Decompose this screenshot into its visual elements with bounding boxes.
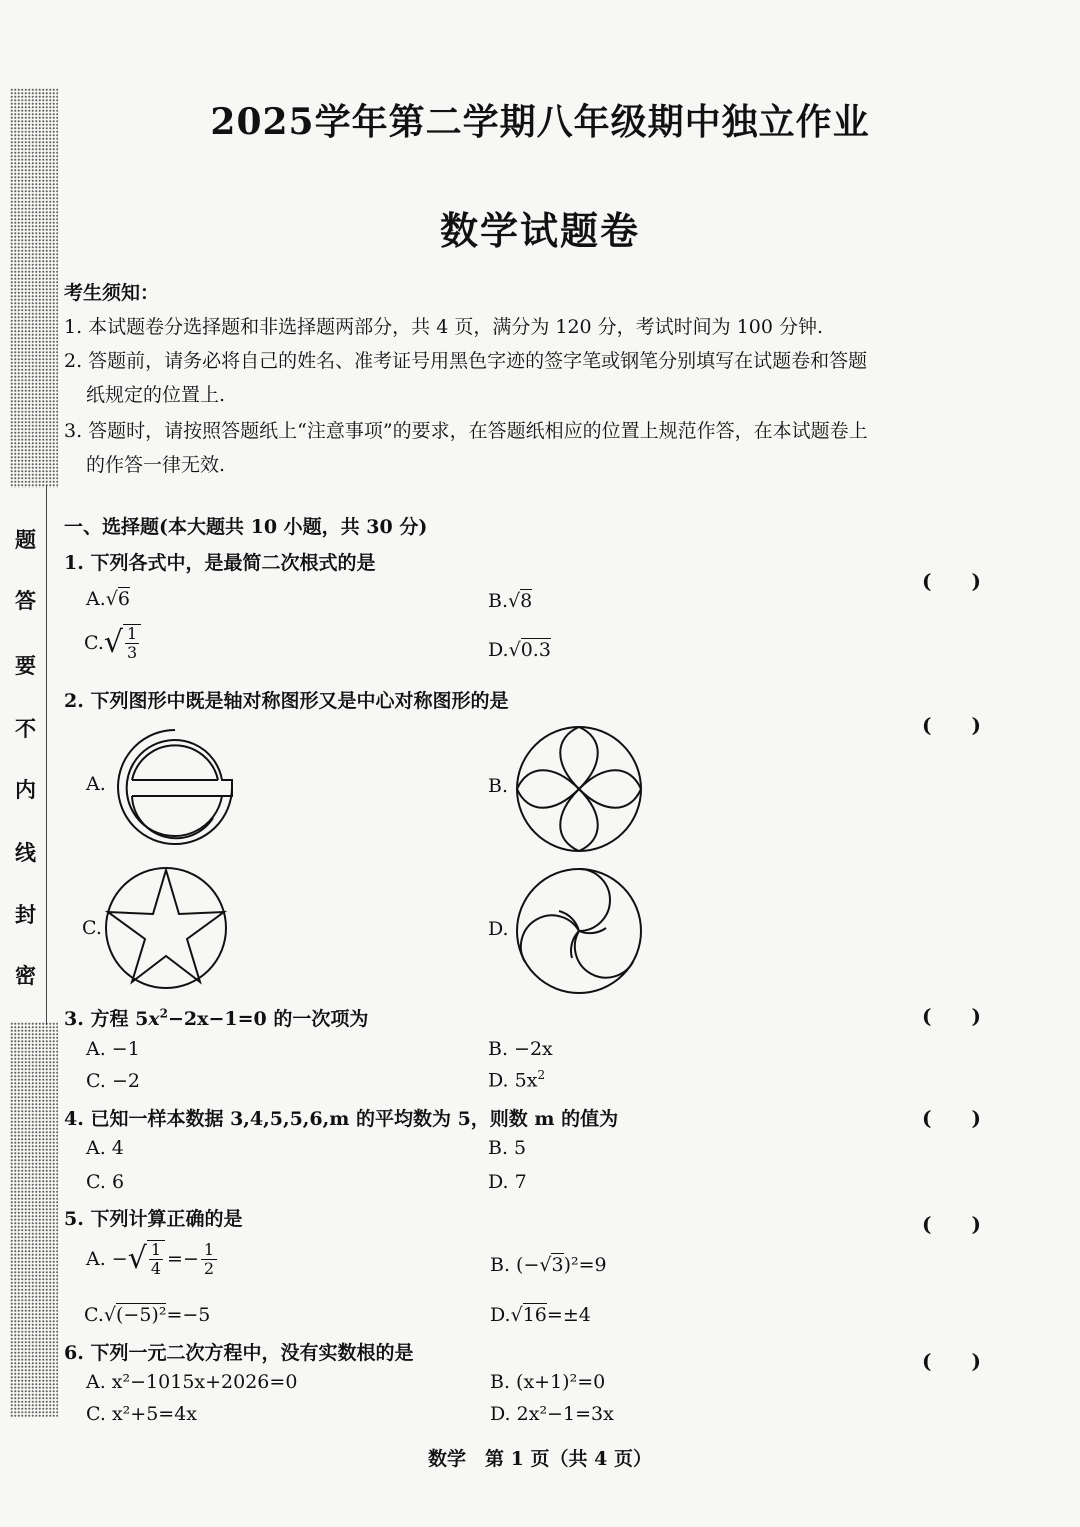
- notice-item-2b: 纸规定的位置上.: [86, 384, 226, 406]
- option-b: B. (x+1)²=0: [490, 1371, 606, 1393]
- option-label: B.: [488, 590, 509, 612]
- option-d: D. 7: [488, 1171, 527, 1193]
- notice-block: [64, 276, 1004, 482]
- option-label: A.: [86, 773, 106, 795]
- option-a: A. 4: [86, 1137, 124, 1159]
- option-text: B. (−: [490, 1254, 540, 1276]
- option-c: [84, 624, 141, 662]
- stem-var: x: [148, 1008, 160, 1030]
- option-c: C. −2: [86, 1070, 140, 1092]
- radicand: 16: [522, 1304, 547, 1326]
- stem-part: 3. 方程 5: [64, 1008, 149, 1030]
- radicand: 0.3: [520, 639, 551, 661]
- answer-bracket: ( ): [922, 1106, 981, 1130]
- fraction: [123, 624, 141, 662]
- fraction: [147, 1240, 165, 1278]
- option-b: [490, 1254, 607, 1276]
- answer-bracket: ( ): [922, 1349, 981, 1373]
- option-d: [490, 1304, 591, 1326]
- equals: =−: [167, 1248, 199, 1270]
- stem-sup: 2: [159, 1006, 168, 1021]
- option-d: D. 2x²−1=3x: [490, 1403, 614, 1425]
- seal-char: 密: [15, 963, 36, 988]
- numerator: 1: [150, 1240, 162, 1259]
- figure-four-petal-icon: [514, 724, 644, 854]
- question-stem: 2. 下列图形中既是轴对称图形又是中心对称图形的是: [64, 690, 509, 712]
- option-c: C. x²+5=4x: [86, 1403, 198, 1425]
- sqrt-sign: √: [105, 588, 118, 610]
- sqrt-sign: √: [103, 1304, 117, 1326]
- seal-char: 题: [15, 527, 36, 552]
- sqrt-sign: √: [127, 1241, 147, 1276]
- page-footer: 数学 第 1 页（共 4 页）: [428, 1448, 652, 1470]
- question-stem: 6. 下列一元二次方程中，没有实数根的是: [64, 1342, 414, 1364]
- option-label: A. −: [86, 1248, 128, 1270]
- option-a: [86, 588, 130, 610]
- option-d: [488, 639, 551, 661]
- option-c: [84, 1304, 210, 1326]
- option-label: D.: [488, 639, 509, 661]
- numerator: 1: [127, 624, 138, 643]
- sqrt-sign: √: [508, 590, 521, 612]
- option-label: D.: [490, 1304, 511, 1326]
- answer-bracket: ( ): [922, 1004, 981, 1028]
- binding-dots-top: [10, 88, 58, 488]
- sqrt-sign: √: [103, 625, 124, 660]
- binding-dots-bottom: [10, 1022, 58, 1417]
- stem-part: −2x−1=0 的一次项为: [167, 1008, 369, 1030]
- seal-char: 线: [15, 840, 36, 865]
- denominator: 3: [127, 643, 138, 662]
- question-stem: 5. 下列计算正确的是: [64, 1208, 243, 1230]
- sqrt-sign: √: [539, 1254, 552, 1276]
- option-c: C. 6: [86, 1171, 125, 1193]
- notice-item-1: 1. 本试题卷分选择题和非选择题两部分，共 4 页，满分为 120 分，考试时间为 100 分钟.: [64, 316, 824, 338]
- question-stem: 4. 已知一样本数据 3,4,5,5,6,m 的平均数为 5，则数 m 的值为: [64, 1108, 619, 1130]
- option-label: C.: [84, 632, 104, 654]
- answer-bracket: ( ): [922, 569, 981, 593]
- sqrt-sign: √: [510, 1304, 523, 1326]
- fraction: [201, 1241, 217, 1278]
- radicand: 8: [520, 590, 533, 612]
- figure-triskelion-icon: [514, 866, 644, 996]
- seal-char: 内: [15, 777, 36, 802]
- option-text: =−5: [166, 1304, 211, 1326]
- radicand: 6: [117, 588, 130, 610]
- notice-item-2a: 2. 答题前，请务必将自己的姓名、准考证号用黑色字迹的签字笔或钢笔分别填写在试题卷和答题: [64, 350, 868, 372]
- answer-bracket: ( ): [922, 1212, 981, 1236]
- notice-item-3a: 3. 答题时，请按照答题纸上“注意事项”的要求，在答题纸相应的位置上规范作答，在本试题卷上: [64, 420, 868, 442]
- answer-bracket: ( ): [922, 713, 981, 737]
- notice-heading: 考生须知：: [64, 282, 160, 304]
- option-text: =±4: [546, 1304, 591, 1326]
- option-b: [488, 590, 532, 612]
- figure-star-circle-icon: [104, 866, 228, 990]
- question-stem: 1. 下列各式中，是最简二次根式的是: [64, 552, 376, 574]
- seal-char: 封: [15, 902, 36, 927]
- option-text: D. 5x: [488, 1069, 538, 1092]
- option-a: [86, 1240, 217, 1278]
- option-label: B.: [488, 775, 509, 797]
- binding-line: [46, 485, 47, 1025]
- option-label: D.: [488, 918, 509, 940]
- denominator: 2: [203, 1258, 215, 1278]
- seal-char: 答: [15, 588, 36, 613]
- radicand: (−5)²: [116, 1304, 167, 1326]
- option-label: A.: [86, 588, 106, 610]
- sqrt-sign: √: [508, 639, 521, 661]
- option-label: C.: [84, 1304, 104, 1326]
- option-d: [488, 1068, 545, 1091]
- option-b: B. −2x: [488, 1038, 553, 1060]
- question-stem: [64, 1004, 368, 1031]
- seal-char: 要: [15, 653, 36, 678]
- numerator: 1: [201, 1241, 217, 1260]
- notice-item-3b: 的作答一律无效.: [86, 454, 226, 476]
- option-b: B. 5: [488, 1137, 527, 1159]
- option-sup: 2: [537, 1068, 546, 1082]
- option-a: A. x²−1015x+2026=0: [86, 1371, 298, 1393]
- option-label: C.: [82, 917, 102, 939]
- figure-ring-e-icon: [110, 722, 240, 852]
- denominator: 4: [150, 1259, 162, 1278]
- radicand: 3: [551, 1254, 564, 1276]
- option-text: )²=9: [563, 1254, 607, 1276]
- section-heading: 一、选择题(本大题共 10 小题，共 30 分): [64, 516, 428, 538]
- seal-char: 不: [15, 716, 36, 741]
- exam-title: 2025学年第二学期八年级期中独立作业: [210, 101, 870, 143]
- option-a: A. −1: [86, 1038, 140, 1060]
- exam-subtitle: 数学试题卷: [439, 208, 640, 253]
